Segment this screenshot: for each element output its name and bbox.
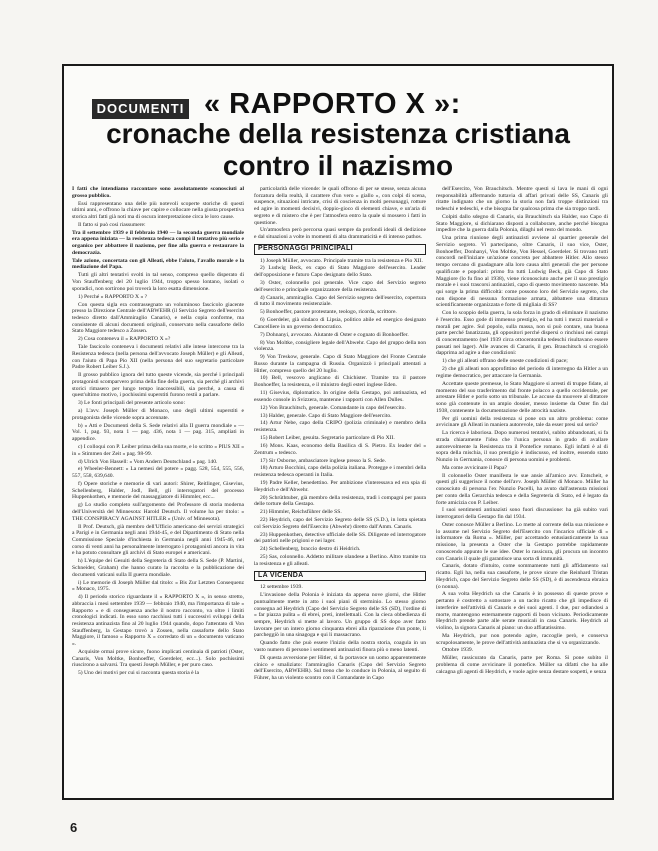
body-paragraph: 3) Oster, colonnello poi generale. Vice capo del Servizio segreto dell'esercito e principale organizzatore della resistenza.: [254, 280, 426, 293]
article-header: [68, 72, 608, 182]
body-paragraph: Colpiti dallo sdegno di Canaris, sia Brauchitsch sia Halder, suo Capo di Stato Maggiore, si dichiarano disposti a collaborare, anche perché bisogna impedire che la guerra dalla Polonia, dilaghi nel resto del mondo.: [436, 214, 608, 234]
body-paragraph: f) Opere storiche e memorie di vari autori: Shirer, Reitlinger, Gisevius, Schellenberg, Halder, Jodl, Bell, gli interrogatori del processo Huppenkothen, e memorie del massaggiatore di Himmler, ecc...: [72, 481, 244, 501]
body-paragraph: Ottobre 1939.: [442, 647, 474, 654]
body-paragraph: Il grosso pubblico ignora del tutto queste vicende, sia perché i principali protagonisti scomparvero prima della fine della guerra, sia perché gli archivi storici rimasero per lungo tempo inaccessibili, sia perché, a causa di quest'ultimo motivo, i pochissimi superstiti furono restii a parlare.: [72, 372, 244, 399]
article-title: [68, 118, 608, 182]
body-paragraph: Ma come avvicinare il Papa?: [442, 464, 507, 471]
body-paragraph: Con questa sigla era contrassegnato un voluminoso fascicolo giacente presso la Direzione Centrale dell'ABWEHR (il Servizio Segreto dell'esercito tedesco diretto dall'Ammiraglio Canaris), e nella copia conforme, ma consistente di alcuni documenti originali, conservato nella cassaforte dello Stato Maggiore tedesco a Zossen.: [72, 301, 244, 335]
body-paragraph: Quando fatto che può essere l'inizio della nostra storia, coagula in un vasto numero di persone i sentimenti antinazisti finora più o meno latenti.: [254, 640, 426, 653]
body-paragraph: a) L'avv. Joseph Müller di Monaco, uno degli ultimi superstiti e protagonista delle vicende sopra accennate.: [72, 408, 244, 421]
title-line-2: contro il nazismo: [222, 150, 454, 181]
body-paragraph: 18) Arturo Bocchini, capo della polizia italiana. Protegge e i membri della resistenza tedesca operanti in Italia.: [254, 465, 426, 479]
body-paragraph: g) Lo studio completo sull'argomento del Professore di storia moderna dell'Università del Minnesota: Harold Deutsch. Il volume ha per titolo: « THE CONSPIRACY AGAINST HITLER » (Univ. of Minnesota).: [72, 502, 244, 522]
body-paragraph: Una prima riunione degli antinazisti avviene al quartier generale del Servizio segreto. Vi partecipano, oltre Canaris, il suo vice, Oster, Bonhoeffer, Donhanyi, Von Moltke, Von Hessel, Goerdeler. Si trovano tutti concordi nell'iniziare un'azione concreta per abbattere Hitler. Allo stesso tempo cercano di guadagnare alla loro causa altri generali che per persone qualificate e popolari: primo fra tutti Ludwig Beck, già Capo di Stato Maggiore (lo fu fino al 1938), viene riconosciuto anche per il suo prestigio morale e i suoi trascorsi antinazisti, capo di questo movimento nascente. Ma qui sorge la prima difficoltà: come possono loro del Servizio segreto, che non dispone di nessuna formazione armata, abbattere una dittatura scientificamente organizzata e forte di migliaia di SS?: [436, 235, 608, 309]
column-1: [72, 186, 244, 790]
body-paragraph: Oster conosce Müller a Berlino. Lo mette al corrente della sua missione e lo assume nel Servizio Segreto dell'Esercito con l'incarico ufficiale di « informatore da Roma ». Müller, pur accettando entusiasticamente la sua missione, la presenta a Oster che la Gestapo potrebbe rapidamente conoscendo appunto le sue idee. Oster lo rassicura, gli procura un incontro con Canaris il quale gli garantisce una sorta di immunità.: [436, 522, 608, 562]
body-paragraph: I fatti che intendiamo raccontare sono assolutamente sconosciuti al grosso pubblico.: [72, 186, 244, 199]
body-paragraph: d) Ulrich Von Hassell: « Vom Andern Deutschland » pag. 140.: [78, 458, 218, 465]
body-paragraph: 2) Cosa conteneva il « RAPPORTO X »?: [78, 336, 171, 343]
page-number: 6: [70, 820, 78, 835]
body-paragraph: 20) Schrüthtuber, già membro della resistenza, tradì i compagni per paura delle torture della Gestapo.: [254, 494, 426, 508]
body-paragraph: Con lo scoppio della guerra, la sola forza in grado di eliminare il nazismo è l'esercito. Esso gode di immenso prestigio, ed ha tutti i mezzi materiali e morali per agire. Sul popolo, sulla massa, non si può contare, una buona parte perché fanatizzata, gli oppositori perché dispersi o rinchiusi nei campi di concentramento (nel 1939 circa ottocentomila tedeschi risultavano essere passati nei lager). Alle avances di Canaris, il gen. Brauchitsch si crogiolò dapprima ad agire a due condizioni:: [436, 310, 608, 357]
body-paragraph: Un'atmosfera però percorsa quasi sempre da profondi ideali di dedizione e dal situazioni a volte in momenti di alta drammaticità e di intenso pathos.: [254, 227, 426, 241]
body-paragraph: i) Le memorie di Joseph Müller dal titolo: « Bis Zur Letzten Consequenz » Monaco, 1975.: [72, 579, 244, 593]
body-paragraph: Acquisite ormai prove sicure, fuono implicati centinaia di patrioti (Oster, Canaris, Von Moltke, Bonhoeffer, Goerdeler, ecc...). Solo pochissimi riuscirono a salvarsi. Tra questi Joseph Müller, e per puro caso.: [72, 649, 244, 669]
body-paragraph: Canaris, dotato d'intuito, come sommamente tutti gli affidamento sul ricatto. Egli ha, nella sua cassaforte, le prove sicure che Reinhard Tristan Heydrich, capo del Servizio Segreto delle SS (SD), è di ascendenza ebraica (o nonna).: [436, 563, 608, 590]
column-3: [436, 186, 608, 790]
body-paragraph: Per gli uomini della resistenza si pone ora un altro problema: come avvicinare gli Alleati in maniera autorevole, tale da esser presi sul serio?: [436, 415, 608, 429]
body-paragraph: 2) che gli alleati non approfittino del periodo di interregno da Hitler a un regime democratico, per attaccare la Germania.: [436, 366, 608, 379]
body-paragraph: 2) Ludwig Beck, ex capo di Stato Maggiore dell'esercito. Leader dell'opposizione e futuro Capo designato dello Stato.: [254, 265, 426, 279]
body-paragraph: 5) Bonhoeffer, pastore protestante, teologo, ricorda, scrittore.: [260, 309, 397, 316]
body-paragraph: 12 settembre 1939.: [260, 584, 303, 591]
body-paragraph: La ricerca è laboriosa. Dopo numerosi tentativi, subito abbandonati, si fa strada chiaramente l'idea che l'unica persona in grado di avallare autorevolmente la Resistenza tra il Pontefice romano. Egli infatti è al di sopra della mischia, il suo prestigio è indiscusso, ed inoltre, essendo stato Nunzio in Germania, conosce di persona uomini e problemi.: [436, 430, 608, 463]
column-2: [254, 186, 426, 790]
article-kicker: « RAPPORTO X »:: [204, 88, 461, 120]
body-paragraph: 7) Dohnanyi, avvocato. Aiutante di Oster e cognato di Bonhoeffer.: [260, 331, 409, 338]
body-paragraph: c) I colloqui con P. Leiber prima della sua morte, e lo scritto « PIUS XII » in « Stimmen der Zeit » pag. 98-99.: [72, 443, 244, 457]
body-paragraph: Ma Heydrich, pur non potendo agire, raccoglie però, e conserva scrupolosamente, le prove dell'attività antinazista che si va organizzando.: [436, 632, 608, 646]
body-paragraph: 6) Goerdeler, già sindaco di Lipsia, politico abile ed energico designato Cancelliere in un governo democratico.: [254, 317, 426, 330]
body-paragraph: 1) Joseph Müller, avvocato. Principale tramite tra la resistenza e Pio XII.: [260, 257, 423, 264]
body-paragraph: 11) Gisevius, diplomatico. In origine della Gestapo, poi antinazista, ed essendo console in Svizzera, mantenne i rapporti con Allen Dulles.: [254, 390, 426, 403]
article-frame: [62, 64, 614, 800]
body-paragraph: 4) Canaris, ammiraglio. Capo del Servizio segreto dell'esercito, copertura di tutto il movimento resistenziale.: [254, 294, 426, 308]
body-paragraph: b) « Atti e Documenti della S. Sede relativi alla II guerra mondiale » — Vol. 1, pag. 93, nota 1 — pag. 436, nota 1 — pag. 315, ampliati in appendice.: [72, 422, 244, 443]
body-paragraph: h) L'équipe dei Gesuiti della Segreteria di Stato della S. Sede (P. Martini, Schneider, Graham) che hanno curato la raccolta e la pubblicazione dei documenti vaticani sulla II guerra mondiale.: [72, 558, 244, 578]
body-paragraph: 5) Uno dei motivi per cui si racconta questa storia è la: [78, 670, 200, 677]
body-paragraph: Müller, rassicurato da Canaris, parte per Roma. Si pone subito il problema di come avvicinare il pontefice. Müller sa difatti che ha alle calcagna gli agenti di Heydrich, e vuole agire senza destare sospetti, e senza: [436, 655, 608, 675]
title-line-1: cronache della resistenza cristiana: [106, 118, 570, 149]
body-paragraph: 25) Sas, colonnello. Addetto militare olandese a Berlino. Altro tramite tra la resistenza e gli alleati.: [254, 554, 426, 567]
section-heading: PERSONAGGI PRINCIPALI: [254, 244, 426, 255]
body-paragraph: 23) Huppenkothen, detective ufficiale delle SS. Diligente ed interrogatore dei patrioti nelle prigioni e nei lager.: [254, 531, 426, 545]
body-paragraph: Di questa avversione per Hitler, si fa portavoce un uomo apparentemente cinico e smaliziato: l'ammiraglio Canaris (Capo del Servizio Segreto dell'Esercito, ABWEHR). Sul treno che lo conduce in Polonia, al seguito di Führer, ha un violento scontro con il Comandante in Capo: [254, 654, 426, 681]
body-paragraph: I suoi sentimenti antinazisti sono fuori discussione: ha già subito vari interrogatori della Gestapo fin dal 1934.: [436, 507, 608, 521]
body-paragraph: 15) Robert Leiber, gesuita. Segretario particolare di Pio XII.: [260, 435, 395, 442]
body-paragraph: A sua volta Heydrich sa che Canaris è in possesso di queste prove e pertanto è costretto a sottostare a un tacito ricatto che gli impedisce di interferire nell'attività di Canaris e dei suoi agenti. I due, pur odiandosi a morte, mantengono esternamente rapporti di buon vicinato. Periodicamente Heydrich prende parte alle serate musicali in casa Canaris. Heydrich al violino, la signora Canaris al piano: un duo affiatatissimo.: [436, 591, 608, 631]
body-paragraph: 3) Le fonti principali del presente articolo sono:: [78, 400, 186, 407]
body-paragraph: Tale azione, concertata con gli Alleati, ebbe l'aiuto, l'avallo morale e la mediazione del Papa.: [72, 257, 244, 271]
body-paragraph: 16) Mons. Kaas, economo della Basilica di S. Pietro. Ex leader del « Zentrum » tedesco.: [254, 442, 426, 456]
body-paragraph: 9) Von Treskow, generale. Capo di Stato Maggiore del Fronte Centrale Russo durante la campagna di Russia. Organizzò i principali attentati a Hitler, compreso quello del 20 luglio.: [254, 354, 426, 374]
body-paragraph: 1) che gli alleati offrano delle oneste condizioni di pace;: [442, 358, 568, 365]
body-paragraph: 14) Artur Nebe, capo della CRIPO (polizia criminale) e membro della resistenza.: [254, 420, 426, 434]
body-paragraph: 22) Heydrich, capo del Servizio Segreto delle SS (S.D.), in lotta spietata col Servizio Segreto dell'Esercito (Abwehr) diretto dall'Amm. Canaris.: [254, 517, 426, 530]
body-paragraph: 24) Schellenberg, braccio destro di Heidrich.: [260, 546, 361, 553]
body-paragraph: Il Prof. Deutsch, già membro dell'Ufficio americano dei servizi strategici a Parigi e in Germania negli anni 1944-45, e del Dipartimento di Stato nella Commissione Speciale d'inchiesta in Germania negli anni 1945-46, nel corso di venti anni ha personalmente interrogato i protagonisti ancora in vita e ha potuto consultare gli archivi di Stato europei e americani.: [72, 523, 244, 557]
body-paragraph: Tutti gli altri tentativi svolti in tal senso, compreso quello disperato di Von Stauffenberg del 20 luglio 1944, troppo spesso lontano, isolati o sporadici, non sortirono poi troverà la loro esatta dimensione.: [72, 272, 244, 292]
body-paragraph: e) Wheeler-Bennett: « La nemesi del potere » pagg. 528, 554, 555, 556, 557, 558, 639,640.: [72, 466, 244, 480]
body-paragraph: Il fatto si può così riassumere:: [78, 221, 146, 228]
body-paragraph: Essi rappresentano una delle più notevoli scoperte storiche di questi ultimi anni, e offrono la chiave per capire e collocare nella giusta prospettiva storica altri fatti già noti ma di oscura interpretazione circa le loro cause.: [72, 200, 244, 220]
body-paragraph: 21) Himmler, Reichsführer delle SS.: [260, 509, 342, 516]
body-paragraph: Tale fascicolo conteneva i documenti relativi alle intese intercorse tra la Resistenza tedesca (nella persona dell'avvocato Joseph Müller) e gli Alleati, con l'aiuto di Papa Pio XII (nella persona del suo segretario particolare Padre Robert Leiber S.J.).: [72, 344, 244, 371]
body-paragraph: Il colonnello Oster manifesta le sue ansie all'amico avv. Entscheit, e questi gli suggerisce il nome dell'avv. Joseph Müller di Monaco. Müller ha conosciuto di persona l'ex Nunzio Pacelli, ha avuto dall'astenuta missioni per conto della Gerarchia tedesca e della Segreteria di Stato, ed è legato da forte amicizia con P. Leiber.: [436, 472, 608, 506]
section-heading: LA VICENDA: [254, 571, 426, 582]
body-paragraph: particolarità delle vicende: le quali offrono di per se stesse, senza alcuna forzatura della realtà, il carattere d'un vero « giallo », con colpi di scena, suspence, situazioni intricate, crisi di coscienza in molti personaggi, rotture ed agire in momenti decisivi, doppio-gioco di elementi chiave, e un'aria di segreto e di mistero che è per l'atmosfera entro la quale si mossero i fatti in questione.: [254, 186, 426, 226]
body-paragraph: 12) Von Brauchitsch, generale. Comandante in capo dell'esercito.: [260, 404, 406, 411]
body-paragraph: 10) Bell, vescovo anglicano di Chichister. Tramite tra il pastore Bonhoeffer, la resistenza, e il ministro degli esteri inglese Eden.: [254, 375, 426, 389]
body-paragraph: 13) Halder, generale. Capo di Stato Maggiore dell'esercito.: [260, 412, 392, 419]
body-paragraph: 17) Sir Osborne, ambasciatore inglese presso la S. Sede.: [260, 457, 386, 464]
body-paragraph: 4) Il periodo storico riguardante il « RAPPORTO X », in senso stretto, abbraccia i mesi settembre 1939 — febbraio 1940, ma l'importanza di tale « Rapporto » e di conseguenza anche il nostro racconto, va oltre i limiti cronologici indicati. In esso sono racchiusi tutti i successivi sviluppi della resistenza antinazista fino al 20 luglio 1944 quando, dopo l'attentato di Von Stauffenberg, la Gestapo trovò a Zossen, nella cassaforte dello Stato Maggiore, il famoso « Rapporto X » corredato di un « documento vaticano ».: [72, 594, 244, 648]
article-body: [72, 186, 608, 790]
body-paragraph: Tra il settembre 1939 e il febbraio 1940 — la seconda guerra mondiale era appena iniziata — la resistenza tedesca compì il tentativo più serio e organico per abbattere il nazismo, per fine alla guerra e restaurare la democrazia.: [72, 229, 244, 256]
body-paragraph: 19) Padre Keller, benedettino. Per ambizione s'interessava ed era spia di Heydrich e dell'Abwehr.: [254, 479, 426, 493]
body-paragraph: 8) Von Moltke, consigliere legale dell'Abwehr. Capo del gruppo della non violenza.: [254, 339, 426, 353]
body-paragraph: L'invasione della Polonia è iniziata da appena nove giorni, che Hitler puntualmente mette in atto i suoi piani di sterminio. Lo stesso giorno consegna ad Heydrich (Capo del Servizio Segreto delle SS (SD), l'ordine di « far piazza pulita » di ebrei, preti, intellettuali. Con la cieca obbedienza di sempre, Heydrich si mette al lavoro. Un gruppo di SS dopo aver fatto lavorare per un intero giorno cinquanta ebrei alla riparazione d'un ponte, li parcheggiò in una sinagoga e qui li massacrano.: [254, 592, 426, 639]
body-paragraph: 1) Perché « RAPPORTO X » ?: [78, 293, 148, 300]
body-paragraph: dell'Esercito, Von Brauchitsch. Mentre questi si lava le mani di ogni responsabilità affermando tuttavia di affari privati delle SS, Canaris gli ritatte indignato che un giorno la storia non farà troppe distinzioni tra tedeschi e tedeschi, e che bisogna far qualcosa prima che sia troppo tardi.: [436, 186, 608, 213]
section-tag: DOCUMENTI: [92, 99, 189, 119]
body-paragraph: Accettate queste premesse, lo Stato Maggiore si arresti di truppe fidate, al momento del suo trasferimento dal fronte polacco a quello occidentale, per arrestare Hitler e porlo sotto un tribunale. Le accuse da muovere al dittatore sono già contenute in un ampio dossier, messo insieme da Oster fin dal 1938, contenente la documentazione delle atrocità naziste.: [436, 380, 608, 414]
